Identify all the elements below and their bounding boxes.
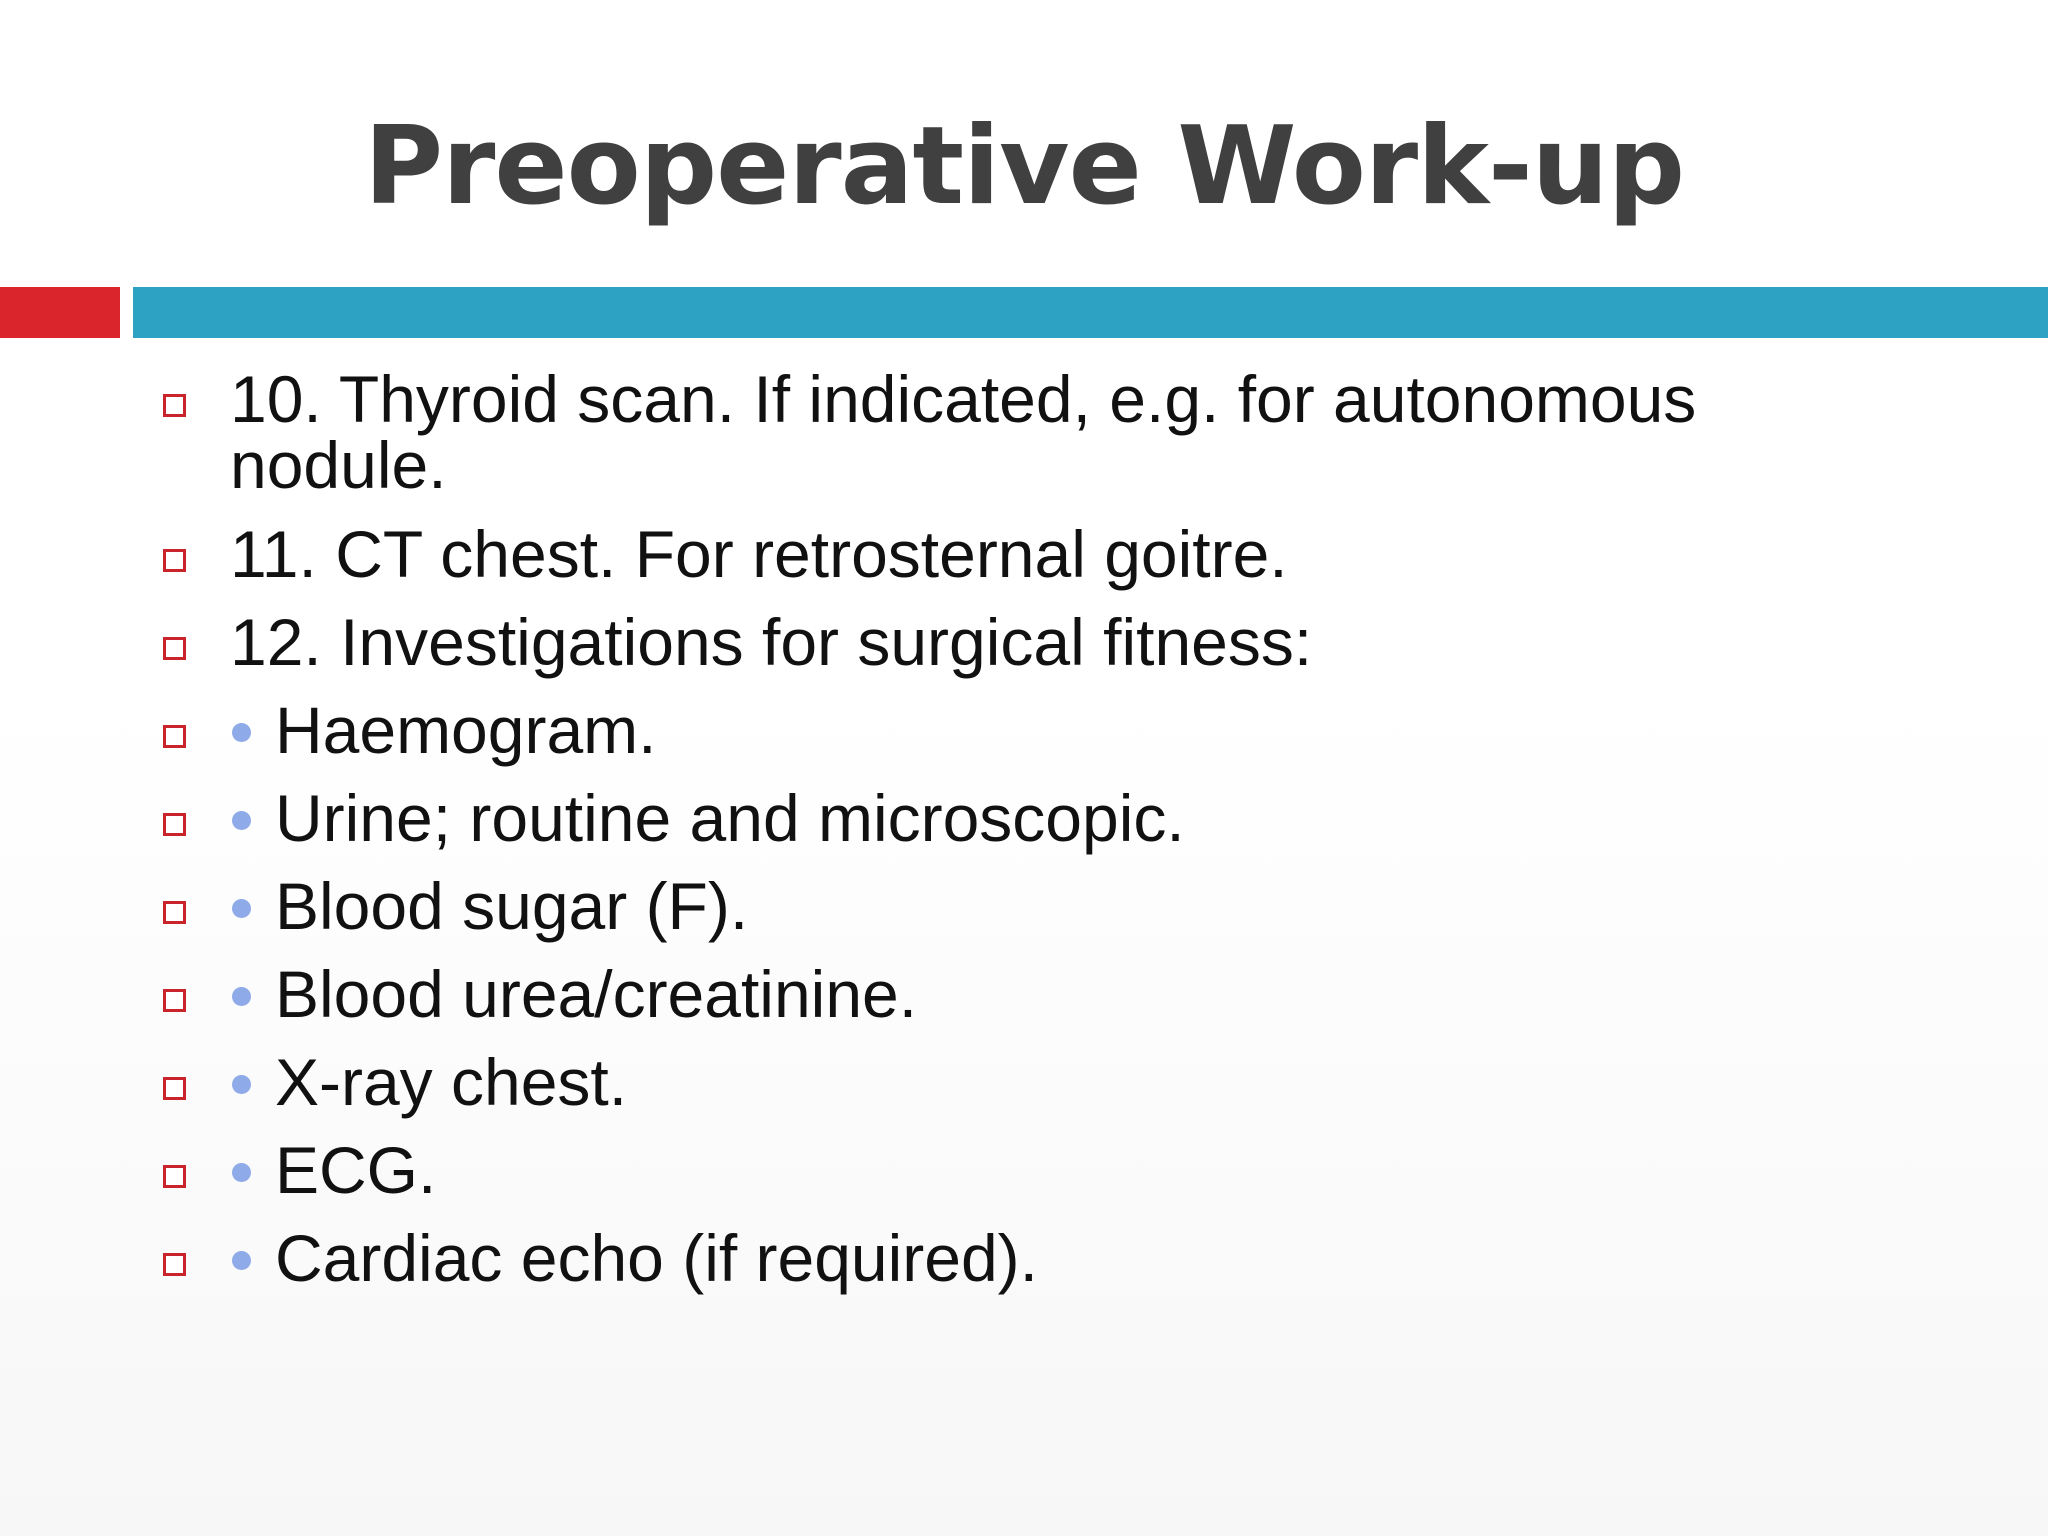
empty-square-icon xyxy=(163,394,186,417)
bullet-dot-icon xyxy=(232,987,251,1006)
bullet-dot-icon xyxy=(232,811,251,830)
list-item-text: 11. CT chest. For retrosternal goitre. xyxy=(230,517,1288,591)
bullet-dot-icon xyxy=(232,1163,251,1182)
list-item-text: Blood sugar (F). xyxy=(275,869,749,943)
bullet-dot-icon xyxy=(232,723,251,742)
list-item-text: Cardiac echo (if required). xyxy=(275,1221,1038,1295)
slide-title: Preoperative Work-up xyxy=(363,104,1685,229)
empty-square-icon xyxy=(163,1165,186,1188)
empty-square-icon xyxy=(163,813,186,836)
empty-square-icon xyxy=(163,637,186,660)
bullet-dot-icon xyxy=(232,899,251,918)
list-item-text: Urine; routine and microscopic. xyxy=(275,781,1185,855)
empty-square-icon xyxy=(163,725,186,748)
list-item-text: 10. Thyroid scan. If indicated, e.g. for autonomous nodule. xyxy=(230,362,1697,502)
list-item-text: Haemogram. xyxy=(275,693,657,767)
bullet-dot-icon xyxy=(232,1251,251,1270)
list-item-text: Blood urea/creatinine. xyxy=(275,957,918,1031)
empty-square-icon xyxy=(163,549,186,572)
list-item-text: X-ray chest. xyxy=(275,1045,628,1119)
list-item-text: ECG. xyxy=(275,1133,437,1207)
list-item-text: 12. Investigations for surgical fitness: xyxy=(230,605,1313,679)
empty-square-icon xyxy=(163,901,186,924)
empty-square-icon xyxy=(163,1077,186,1100)
empty-square-icon xyxy=(163,1253,186,1276)
empty-square-icon xyxy=(163,989,186,1012)
bullet-dot-icon xyxy=(232,1075,251,1094)
